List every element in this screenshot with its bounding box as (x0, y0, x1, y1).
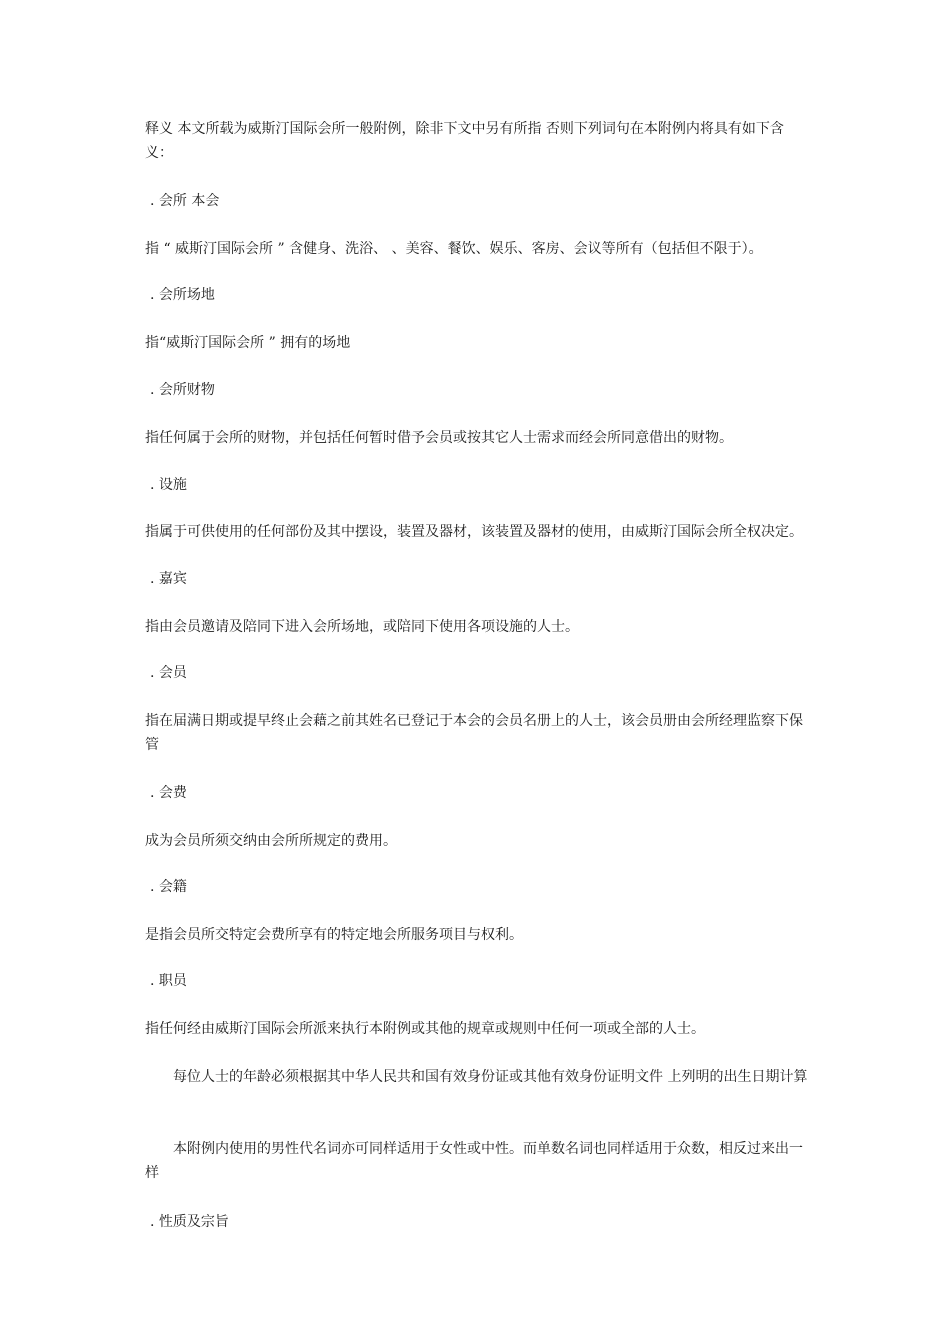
heading-member: . 会员 (150, 665, 187, 681)
definition-fee: 成为会员所须交纳由会所所规定的费用。 (145, 833, 397, 849)
definition-guest: 指由会员邀请及陪同下进入会所场地，或陪同下使用各项设施的人士。 (145, 619, 579, 635)
definition-property: 指任何属于会所的财物，并包括任何暂时借予会员或按其它人士需求而经会所同意借出的财物。 (145, 430, 733, 446)
heading-nature: . 性质及宗旨 (150, 1214, 229, 1230)
definition-premises: 指“威斯汀国际会所 ” 拥有的场地 (145, 335, 351, 351)
age-paragraph: 每位人士的年龄必须根据其中华人民共和国有效身份证或其他有效身份证明文件 上列明的出生日期计算 (173, 1069, 808, 1085)
gender-paragraph: 本附例内使用的男性代名词亦可同样适用于女性或中性。而单数名词也同样适用于众数，相反过来出一样 (145, 1141, 803, 1181)
heading-guest: . 嘉宾 (150, 571, 187, 587)
heading-facilities: . 设施 (150, 477, 187, 493)
heading-property: . 会所财物 (150, 382, 215, 398)
heading-fee: . 会费 (150, 785, 187, 801)
definition-facilities: 指属于可供使用的任何部份及其中摆设，装置及器材，该装置及器材的使用，由威斯汀国际会所全权决定。 (145, 524, 803, 540)
heading-club: . 会所 本会 (150, 193, 220, 209)
definition-member: 指在届满日期或提早终止会藉之前其姓名已登记于本会的会员名册上的人士，该会员册由会所经理监察下保管 (145, 713, 803, 753)
definition-staff: 指任何经由威斯汀国际会所派来执行本附例或其他的规章或规则中任何一项或全部的人士。 (145, 1021, 705, 1037)
heading-membership: . 会籍 (150, 879, 187, 895)
definition-club: 指 “ 威斯汀国际会所 ” 含健身、洗浴、 、美容、餐饮、娱乐、客房、会议等所有（包括但不限于）。 (145, 241, 763, 257)
definition-membership: 是指会员所交特定会费所享有的特定地会所服务项目与权利。 (145, 927, 523, 943)
intro-paragraph: 释义 本文所载为威斯汀国际会所一般附例，除非下文中另有所指 否则下列词句在本附例内将具有如下含义： (145, 121, 784, 161)
heading-premises: . 会所场地 (150, 287, 215, 303)
heading-staff: . 职员 (150, 973, 187, 989)
